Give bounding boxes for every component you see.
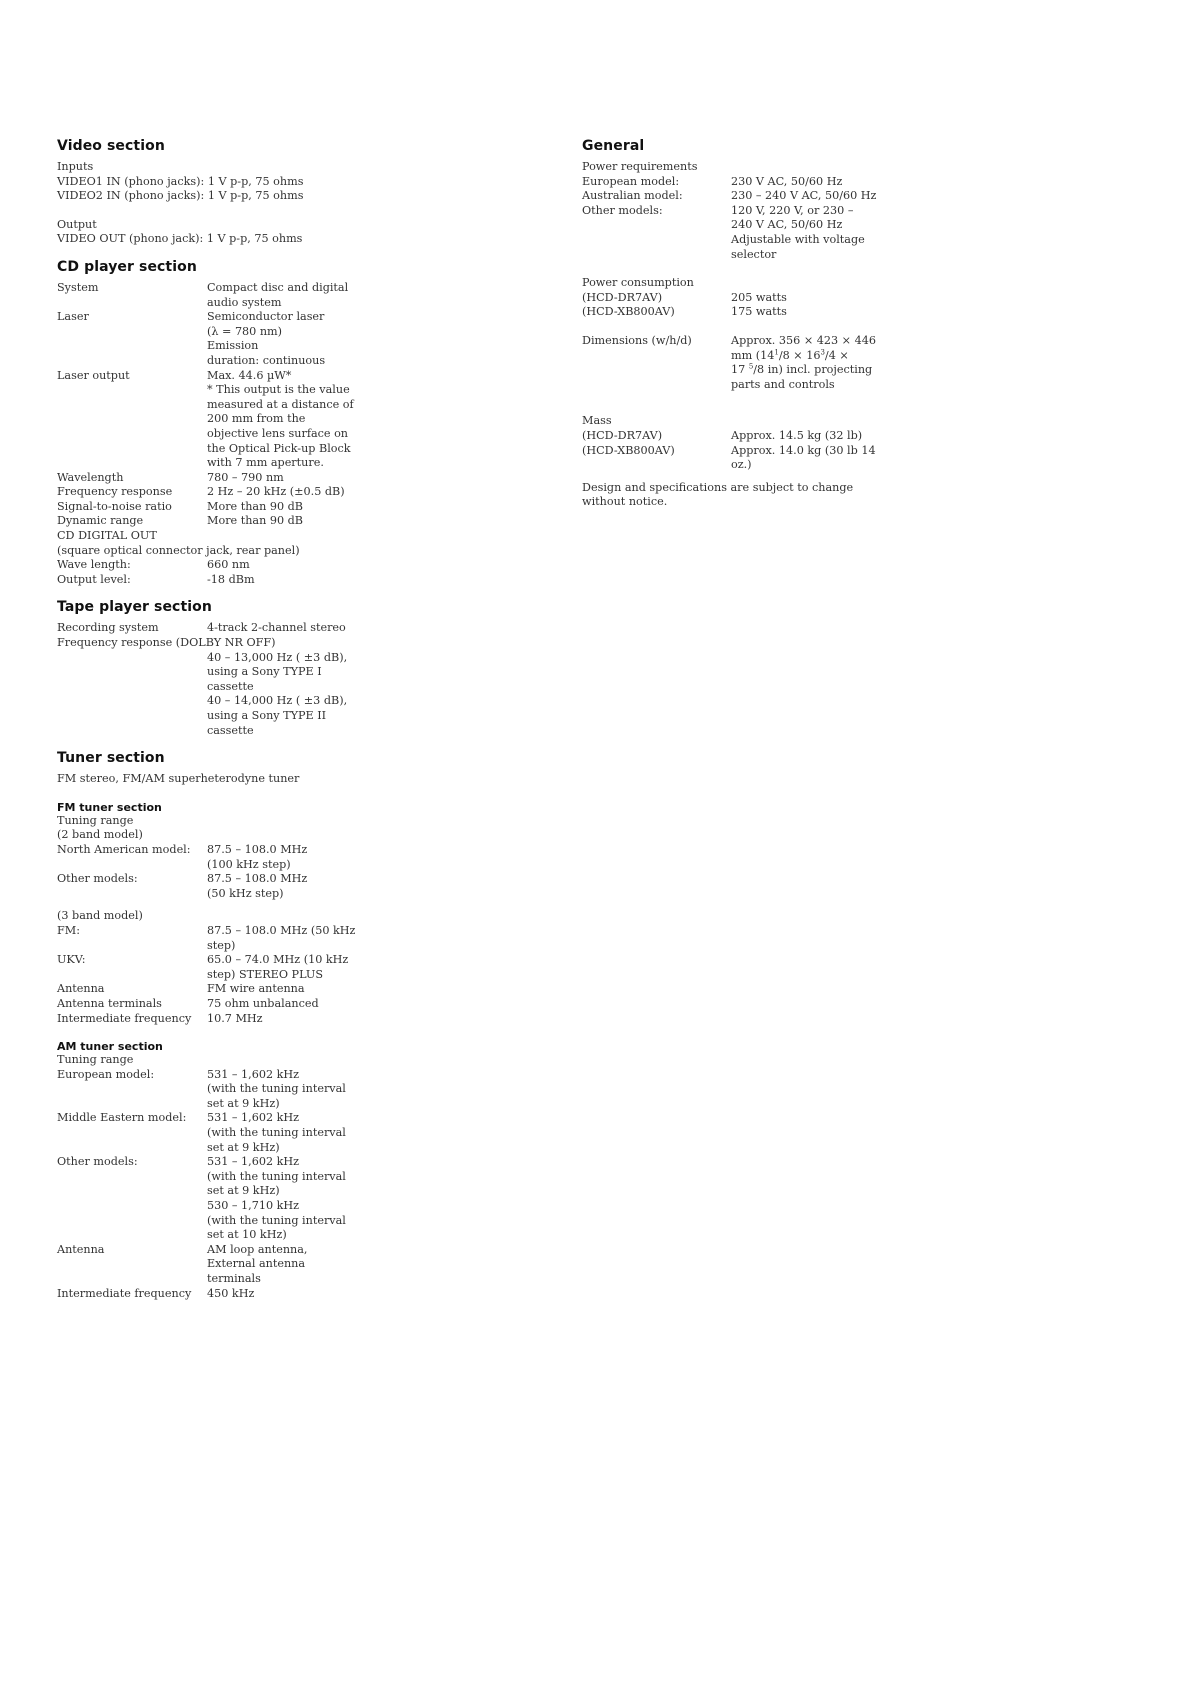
general-section bbox=[582, 138, 1022, 510]
spec-label: (HCD-XB800AV) bbox=[582, 443, 675, 457]
spec-value bbox=[207, 1155, 497, 1243]
spec-value-line: 75 ohm unbalanced bbox=[207, 996, 319, 1010]
cd-spec-list bbox=[57, 281, 497, 529]
am-tuner-title: AM tuner section bbox=[57, 1040, 163, 1054]
spec-value-line: terminals bbox=[207, 1272, 261, 1285]
spec-label: Intermediate frequency bbox=[57, 1286, 192, 1300]
spec-label: Other models: bbox=[57, 872, 138, 886]
dimensions-line: mm ($14^1/8 \times 16^3/4$ × bbox=[731, 347, 849, 362]
am-tuning-range-label: Tuning range bbox=[57, 1053, 134, 1067]
fm-band3-spec-list bbox=[57, 924, 497, 1026]
spec-value-line: 40 – 13,000 Hz ( ±3 dB), bbox=[207, 650, 348, 664]
notice-line: Design and specifications are subject to change bbox=[582, 480, 854, 494]
video-section-title: Video section bbox=[57, 138, 165, 154]
video2-spec: VIDEO2 IN (phono jacks): 1 V p-p, 75 ohms bbox=[57, 189, 304, 203]
spec-value bbox=[207, 558, 497, 573]
general-section-title: General bbox=[582, 138, 645, 154]
spec-value-line: 87.5 – 108.0 MHz bbox=[207, 872, 308, 886]
mass-label: Mass bbox=[582, 414, 612, 428]
spec-value-line: More than 90 dB bbox=[207, 514, 304, 528]
spec-value-line: 450 kHz bbox=[207, 1286, 255, 1300]
spec-value-line: 87.5 – 108.0 MHz bbox=[207, 842, 308, 856]
spec-value bbox=[731, 291, 1022, 306]
spec-value bbox=[207, 1243, 497, 1287]
spec-value-line: the Optical Pick-up Block bbox=[207, 441, 351, 455]
spec-value-line: Semiconductor laser bbox=[207, 310, 325, 324]
left-column bbox=[57, 138, 497, 1313]
tape-freq-label: Frequency response (DOLBY NR OFF) bbox=[57, 636, 276, 650]
spec-row bbox=[582, 189, 1022, 204]
spec-value-line: 660 nm bbox=[207, 558, 250, 572]
spec-row bbox=[57, 485, 497, 500]
spec-label: Wave length: bbox=[57, 558, 131, 572]
mass-list bbox=[582, 429, 1022, 473]
dimensions-line: Approx. 356 × 423 × 446 bbox=[731, 333, 876, 347]
spec-label: Other models: bbox=[57, 1155, 138, 1169]
spec-value-line: cassette bbox=[207, 679, 254, 693]
spec-label: Other models: bbox=[582, 203, 663, 217]
spec-value-line: set at 9 kHz) bbox=[207, 1140, 280, 1154]
spec-row bbox=[582, 204, 1022, 262]
am-spec-list bbox=[57, 1068, 497, 1302]
spec-row bbox=[57, 621, 497, 636]
spec-value bbox=[207, 924, 497, 953]
inputs-label: Inputs bbox=[57, 160, 94, 173]
spec-label: European model: bbox=[582, 174, 680, 188]
spec-value-line: 40 – 14,000 Hz ( ±3 dB), bbox=[207, 694, 348, 708]
spec-value bbox=[207, 471, 497, 486]
spec-value-line: 10.7 MHz bbox=[207, 1011, 263, 1025]
spec-value-line: 780 – 790 nm bbox=[207, 470, 284, 484]
tuner-desc: FM stereo, FM/AM superheterodyne tuner bbox=[57, 772, 300, 786]
spec-value bbox=[731, 204, 1022, 262]
dimensions-value bbox=[731, 334, 1022, 392]
cd-digital-out-label: CD DIGITAL OUT bbox=[57, 529, 157, 543]
spec-label: Antenna bbox=[57, 982, 105, 996]
power-consumption-list bbox=[582, 291, 1022, 320]
spec-value bbox=[207, 281, 497, 310]
video-out-spec: VIDEO OUT (phono jack): 1 V p-p, 75 ohms bbox=[57, 232, 303, 246]
spec-value-line: Approx. 14.0 kg (30 lb 14 bbox=[731, 443, 876, 457]
spec-value-line: 205 watts bbox=[731, 290, 787, 304]
spec-row bbox=[57, 573, 497, 588]
spec-value-line: step) STEREO PLUS bbox=[207, 967, 323, 981]
spec-value bbox=[207, 997, 497, 1012]
spec-label: Intermediate frequency bbox=[57, 1011, 192, 1025]
spec-label: Laser output bbox=[57, 368, 130, 382]
spec-label: Frequency response bbox=[57, 485, 173, 499]
spec-row bbox=[57, 369, 497, 471]
fm-band3-label: (3 band model) bbox=[57, 909, 143, 923]
fm-tuning-range-label: Tuning range bbox=[57, 813, 134, 827]
spec-row bbox=[582, 444, 1022, 473]
spec-row bbox=[57, 500, 497, 515]
spec-label: Antenna terminals bbox=[57, 996, 162, 1010]
spec-value-line: with 7 mm aperture. bbox=[207, 456, 324, 470]
spec-value-line: 531 – 1,602 kHz bbox=[207, 1155, 300, 1169]
spec-label: Antenna bbox=[57, 1242, 105, 1256]
spec-value-line: (λ = 780 nm) bbox=[207, 324, 283, 338]
spec-value-line: Emission bbox=[207, 339, 259, 353]
spec-row bbox=[57, 1012, 497, 1027]
spec-label: Recording system bbox=[57, 621, 159, 635]
spec-value: 4-track 2-channel stereo bbox=[207, 621, 346, 635]
spec-row bbox=[57, 1243, 497, 1287]
spec-value-line: 531 – 1,602 kHz bbox=[207, 1111, 300, 1125]
spec-value bbox=[731, 189, 1022, 204]
spec-value-line: 65.0 – 74.0 MHz (10 kHz bbox=[207, 953, 349, 967]
spec-value bbox=[731, 444, 1022, 473]
spec-label: Laser bbox=[57, 310, 89, 324]
spec-value-line: AM loop antenna, bbox=[207, 1242, 308, 1256]
spec-label: Wavelength bbox=[57, 470, 124, 484]
spec-value bbox=[731, 175, 1022, 190]
dimensions-line: parts and controls bbox=[731, 377, 835, 391]
spec-row bbox=[57, 471, 497, 486]
power-requirements-list bbox=[582, 175, 1022, 263]
spec-label: European model: bbox=[57, 1067, 155, 1081]
spec-value-line: selector bbox=[731, 247, 777, 261]
spec-value-line: (with the tuning interval bbox=[207, 1169, 346, 1183]
spec-label: (HCD-XB800AV) bbox=[582, 305, 675, 319]
spec-value-line: FM wire antenna bbox=[207, 982, 305, 996]
spec-row bbox=[57, 310, 497, 368]
spec-value-line: using a Sony TYPE II bbox=[207, 709, 327, 722]
spec-row bbox=[57, 924, 497, 953]
dimensions-row bbox=[582, 334, 1022, 392]
fm-band2-spec-list bbox=[57, 843, 497, 901]
spec-label: Middle Eastern model: bbox=[57, 1111, 187, 1125]
spec-row bbox=[57, 982, 497, 997]
spec-value bbox=[207, 514, 497, 529]
spec-label: Output level: bbox=[57, 572, 131, 586]
tape-freq-values bbox=[57, 651, 497, 739]
cd-digital-spec-list bbox=[57, 558, 497, 587]
power-requirements-label: Power requirements bbox=[582, 160, 698, 173]
spec-value-line: 87.5 – 108.0 MHz (50 kHz bbox=[207, 923, 356, 937]
spec-value-line: set at 9 kHz) bbox=[207, 1096, 280, 1110]
spec-value-line: 240 V AC, 50/60 Hz bbox=[731, 218, 843, 232]
spec-value bbox=[207, 1012, 497, 1027]
spec-value-line: audio system bbox=[207, 295, 282, 309]
spec-value bbox=[207, 843, 497, 872]
spec-value-line: cassette bbox=[207, 723, 254, 737]
spec-value bbox=[731, 305, 1022, 320]
video-section bbox=[57, 138, 497, 247]
dimensions-line: 17 $^5$/8 in) incl. projecting bbox=[731, 362, 873, 377]
spec-value-line: Adjustable with voltage bbox=[731, 232, 865, 246]
spec-label: System bbox=[57, 280, 99, 294]
spec-value-line: 530 – 1,710 kHz bbox=[207, 1199, 300, 1213]
output-label: Output bbox=[57, 217, 97, 231]
spec-value-line: 531 – 1,602 kHz bbox=[207, 1067, 300, 1081]
tape-section bbox=[57, 599, 497, 738]
spec-value-line: 120 V, 220 V, or 230 – bbox=[731, 203, 854, 217]
spec-value-line: 230 V AC, 50/60 Hz bbox=[731, 174, 843, 188]
spec-row bbox=[57, 1287, 497, 1302]
spec-row bbox=[582, 305, 1022, 320]
tuner-section-title: Tuner section bbox=[57, 750, 165, 767]
spec-label: (HCD-DR7AV) bbox=[582, 428, 663, 442]
dimensions-label: Dimensions (w/h/d) bbox=[582, 333, 692, 347]
spec-value-line: (50 kHz step) bbox=[207, 886, 284, 900]
spec-row bbox=[57, 1155, 497, 1243]
fm-tuner-title: FM tuner section bbox=[57, 800, 162, 814]
spec-row bbox=[57, 843, 497, 872]
spec-value-line: (100 kHz step) bbox=[207, 857, 291, 871]
spec-row bbox=[57, 1068, 497, 1112]
spec-value-line: 175 watts bbox=[731, 305, 787, 319]
spec-row bbox=[57, 997, 497, 1012]
spec-label: North American model: bbox=[57, 842, 191, 856]
spec-row bbox=[57, 514, 497, 529]
spec-row bbox=[582, 429, 1022, 444]
spec-label: (HCD-DR7AV) bbox=[582, 290, 663, 304]
spec-value bbox=[207, 1287, 497, 1302]
spec-value-line: * This output is the value bbox=[207, 383, 350, 397]
spec-value-line: Compact disc and digital bbox=[207, 280, 349, 294]
spec-value bbox=[207, 1111, 497, 1155]
power-consumption-label: Power consumption bbox=[582, 276, 694, 290]
spec-label: UKV: bbox=[57, 953, 86, 967]
spec-row bbox=[57, 953, 497, 982]
spec-value bbox=[207, 485, 497, 500]
spec-value-line: (with the tuning interval bbox=[207, 1126, 346, 1140]
fm-band2-label: (2 band model) bbox=[57, 828, 143, 842]
spec-value-line: 200 mm from the bbox=[207, 412, 306, 426]
spec-value-line: set at 9 kHz) bbox=[207, 1184, 280, 1198]
spec-value-line: (with the tuning interval bbox=[207, 1213, 346, 1227]
spec-value-line: Approx. 14.5 kg (32 lb) bbox=[731, 428, 863, 442]
spec-label: Dynamic range bbox=[57, 514, 144, 528]
spec-value-line: (with the tuning interval bbox=[207, 1082, 346, 1096]
spec-row bbox=[582, 175, 1022, 190]
spec-value bbox=[207, 573, 497, 588]
spec-value bbox=[207, 310, 497, 368]
right-column bbox=[582, 138, 1022, 522]
spec-value-line: Max. 44.6 µW* bbox=[207, 368, 292, 382]
spec-value bbox=[207, 500, 497, 515]
spec-value bbox=[731, 429, 1022, 444]
spec-value bbox=[207, 872, 497, 901]
tuner-section bbox=[57, 750, 497, 1301]
spec-value-line: 230 – 240 V AC, 50/60 Hz bbox=[731, 189, 877, 203]
spec-value-line: step) bbox=[207, 938, 236, 952]
video1-spec: VIDEO1 IN (phono jacks): 1 V p-p, 75 ohms bbox=[57, 174, 304, 188]
spec-row bbox=[582, 291, 1022, 306]
spec-label: Signal-to-noise ratio bbox=[57, 499, 172, 513]
spec-label: Australian model: bbox=[582, 189, 683, 203]
spec-value-line: -18 dBm bbox=[207, 572, 255, 586]
spec-value-line: using a Sony TYPE I bbox=[207, 665, 322, 679]
spec-value-line: measured at a distance of bbox=[207, 397, 354, 411]
tape-section-title: Tape player section bbox=[57, 599, 212, 616]
spec-row bbox=[57, 281, 497, 310]
spec-value bbox=[207, 369, 497, 471]
spec-value-line: oz.) bbox=[731, 458, 752, 472]
cd-section-title: CD player section bbox=[57, 258, 197, 275]
spec-value bbox=[207, 1068, 497, 1112]
spec-value-line: 2 Hz – 20 kHz (±0.5 dB) bbox=[207, 485, 345, 499]
spec-row bbox=[57, 558, 497, 573]
cd-section bbox=[57, 259, 497, 587]
spec-value-line: set at 10 kHz) bbox=[207, 1228, 287, 1242]
spec-value bbox=[207, 953, 497, 982]
spec-value bbox=[207, 982, 497, 997]
spec-row bbox=[57, 1111, 497, 1155]
spec-value-line: More than 90 dB bbox=[207, 499, 304, 513]
cd-digital-out-desc: (square optical connector jack, rear panel) bbox=[57, 543, 300, 557]
spec-row bbox=[57, 872, 497, 901]
spec-value-line: objective lens surface on bbox=[207, 426, 349, 440]
notice-line: without notice. bbox=[582, 495, 668, 509]
spec-value-line: duration: continuous bbox=[207, 353, 326, 367]
spec-label: FM: bbox=[57, 923, 80, 937]
spec-value-line: External antenna bbox=[207, 1257, 306, 1271]
